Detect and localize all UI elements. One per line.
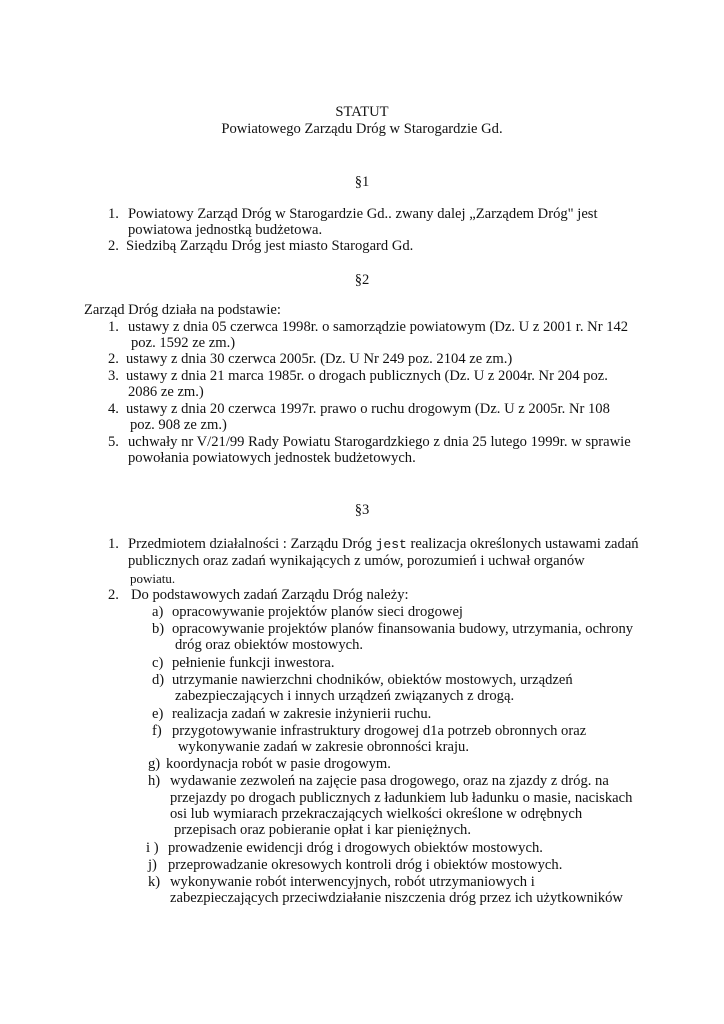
sub-item-text: utrzymanie nawierzchni chodników, obiektów mostowych, urządzeń — [172, 672, 573, 688]
list-item-number: 5. — [108, 434, 119, 450]
text-run: Przedmiotem działalności : Zarządu Dróg — [128, 536, 376, 552]
list-item-text: ustawy z dnia 05 czerwca 1998r. o samorządzie powiatowym (Dz. U z 2001 r. Nr 142 — [128, 319, 629, 335]
document-title: STATUT — [335, 104, 389, 120]
sub-item-text-cont: wykonywanie zadań w zakresie obronności kraju. — [178, 739, 469, 755]
sub-item-letter: e) — [152, 706, 164, 722]
sub-item-text: wydawanie zezwoleń na zajęcie pasa drogowego, oraz na zjazdy z dróg. na — [170, 773, 609, 789]
sub-item-text-cont: osi lub wymiarach przekraczających wielkości określone w odrębnych — [170, 806, 583, 822]
sub-item-text-cont: dróg oraz obiektów mostowych. — [175, 637, 364, 653]
list-item-number: 1. — [108, 319, 119, 335]
sub-item-text: pełnienie funkcji inwestora. — [172, 655, 335, 671]
sub-item-text: przeprowadzanie okresowych kontroli dróg i obiektów mostowych. — [168, 857, 563, 873]
list-item-text-cont: publicznych oraz zadań wynikających z umów, porozumień i uchwał organów — [128, 553, 585, 569]
sub-item-letter: c) — [152, 655, 164, 671]
sub-item-text-cont: zabezpieczających i innych urządzeń związanych z drogą. — [175, 688, 515, 704]
list-item-number: 2. — [108, 587, 119, 603]
list-item-text: ustawy z dnia 21 marca 1985r. o drogach publicznych (Dz. U z 2004r. Nr 204 poz. — [126, 368, 608, 384]
section2-heading: §2 — [354, 272, 370, 288]
list-item-text-cont: powołania powiatowych jednostek budżetowych. — [128, 450, 416, 466]
sub-item-text: opracowywanie projektów planów finansowania budowy, utrzymania, ochrony — [172, 621, 634, 637]
list-item-text-cont: powiatu. — [130, 571, 176, 586]
sub-item-letter: i ) — [146, 840, 159, 856]
section3-heading: §3 — [354, 502, 370, 518]
list-item-number: 3. — [108, 368, 119, 384]
sub-item-text: prowadzenie ewidencji dróg i drogowych obiektów mostowych. — [168, 840, 543, 856]
sub-item-letter: j) — [148, 857, 157, 873]
list-item-text-cont: powiatowa jednostką budżetowa. — [128, 222, 323, 238]
list-item-text: ustawy z dnia 30 czerwca 2005r. (Dz. U Nr 249 poz. 2104 ze zm.) — [126, 351, 513, 367]
section1-heading: §1 — [354, 174, 370, 190]
list-item-text: ustawy z dnia 20 czerwca 1997r. prawo o ruchu drogowym (Dz. U z 2005r. Nr 108 — [126, 401, 610, 417]
list-item-text: Siedzibą Zarządu Dróg jest miasto Starogard Gd. — [126, 238, 414, 254]
sub-item-text-cont: zabezpieczających przeciwdziałanie niszczenia dróg przez ich użytkowników — [170, 890, 623, 906]
text-run-mono: jest — [375, 537, 407, 552]
sub-item-text: opracowywanie projektów planów sieci drogowej — [172, 604, 463, 620]
sub-item-letter: k) — [148, 874, 161, 890]
sub-item-letter: b) — [152, 621, 165, 637]
sub-item-text: przygotowywanie infrastruktury drogowej d1a potrzeb obronnych oraz — [172, 723, 587, 739]
list-item-text: uchwały nr V/21/99 Rady Powiatu Starogardzkiego z dnia 25 lutego 1999r. w sprawie — [128, 434, 631, 450]
list-item-text — [128, 536, 639, 553]
list-item-text: Powiatowy Zarząd Dróg w Starogardzie Gd.. zwany dalej „Zarządem Dróg" jest — [128, 206, 598, 222]
sub-item-text: realizacja zadań w zakresie inżynierii ruchu. — [172, 706, 432, 722]
sub-item-text-cont: przepisach oraz pobieranie opłat i kar pieniężnych. — [174, 822, 472, 838]
list-item-number: 2. — [108, 351, 119, 367]
list-item-number: 1. — [108, 206, 119, 222]
sub-item-letter: d) — [152, 672, 165, 688]
sub-item-text: wykonywanie robót interwencyjnych, robót utrzymaniowych i — [170, 874, 535, 890]
sub-item-letter: h) — [148, 773, 161, 789]
list-item-text-cont: poz. 1592 ze zm.) — [131, 335, 236, 351]
sub-item-letter: a) — [152, 604, 164, 620]
list-item-number: 4. — [108, 401, 119, 417]
text-run: realizacja określonych ustawami zadań — [406, 536, 639, 552]
sub-item-letter: g) — [148, 756, 161, 772]
list-item-number: 1. — [108, 536, 119, 552]
sub-item-letter: f) — [152, 723, 162, 739]
list-item-text-cont: poz. 908 ze zm.) — [130, 417, 227, 433]
list-item-text-cont: 2086 ze zm.) — [128, 384, 204, 400]
sub-item-text-cont: przejazdy po drogach publicznych z ładunkiem lub ładunku o masie, naciskach — [170, 790, 633, 806]
sub-item-text: koordynacja robót w pasie drogowym. — [166, 756, 391, 772]
list-item-number: 2. — [108, 238, 119, 254]
section2-intro: Zarząd Dróg działa na podstawie: — [84, 302, 281, 318]
document-subtitle: Powiatowego Zarządu Dróg w Starogardzie Gd. — [221, 121, 503, 137]
list-item-text: Do podstawowych zadań Zarządu Dróg należy: — [131, 587, 409, 603]
